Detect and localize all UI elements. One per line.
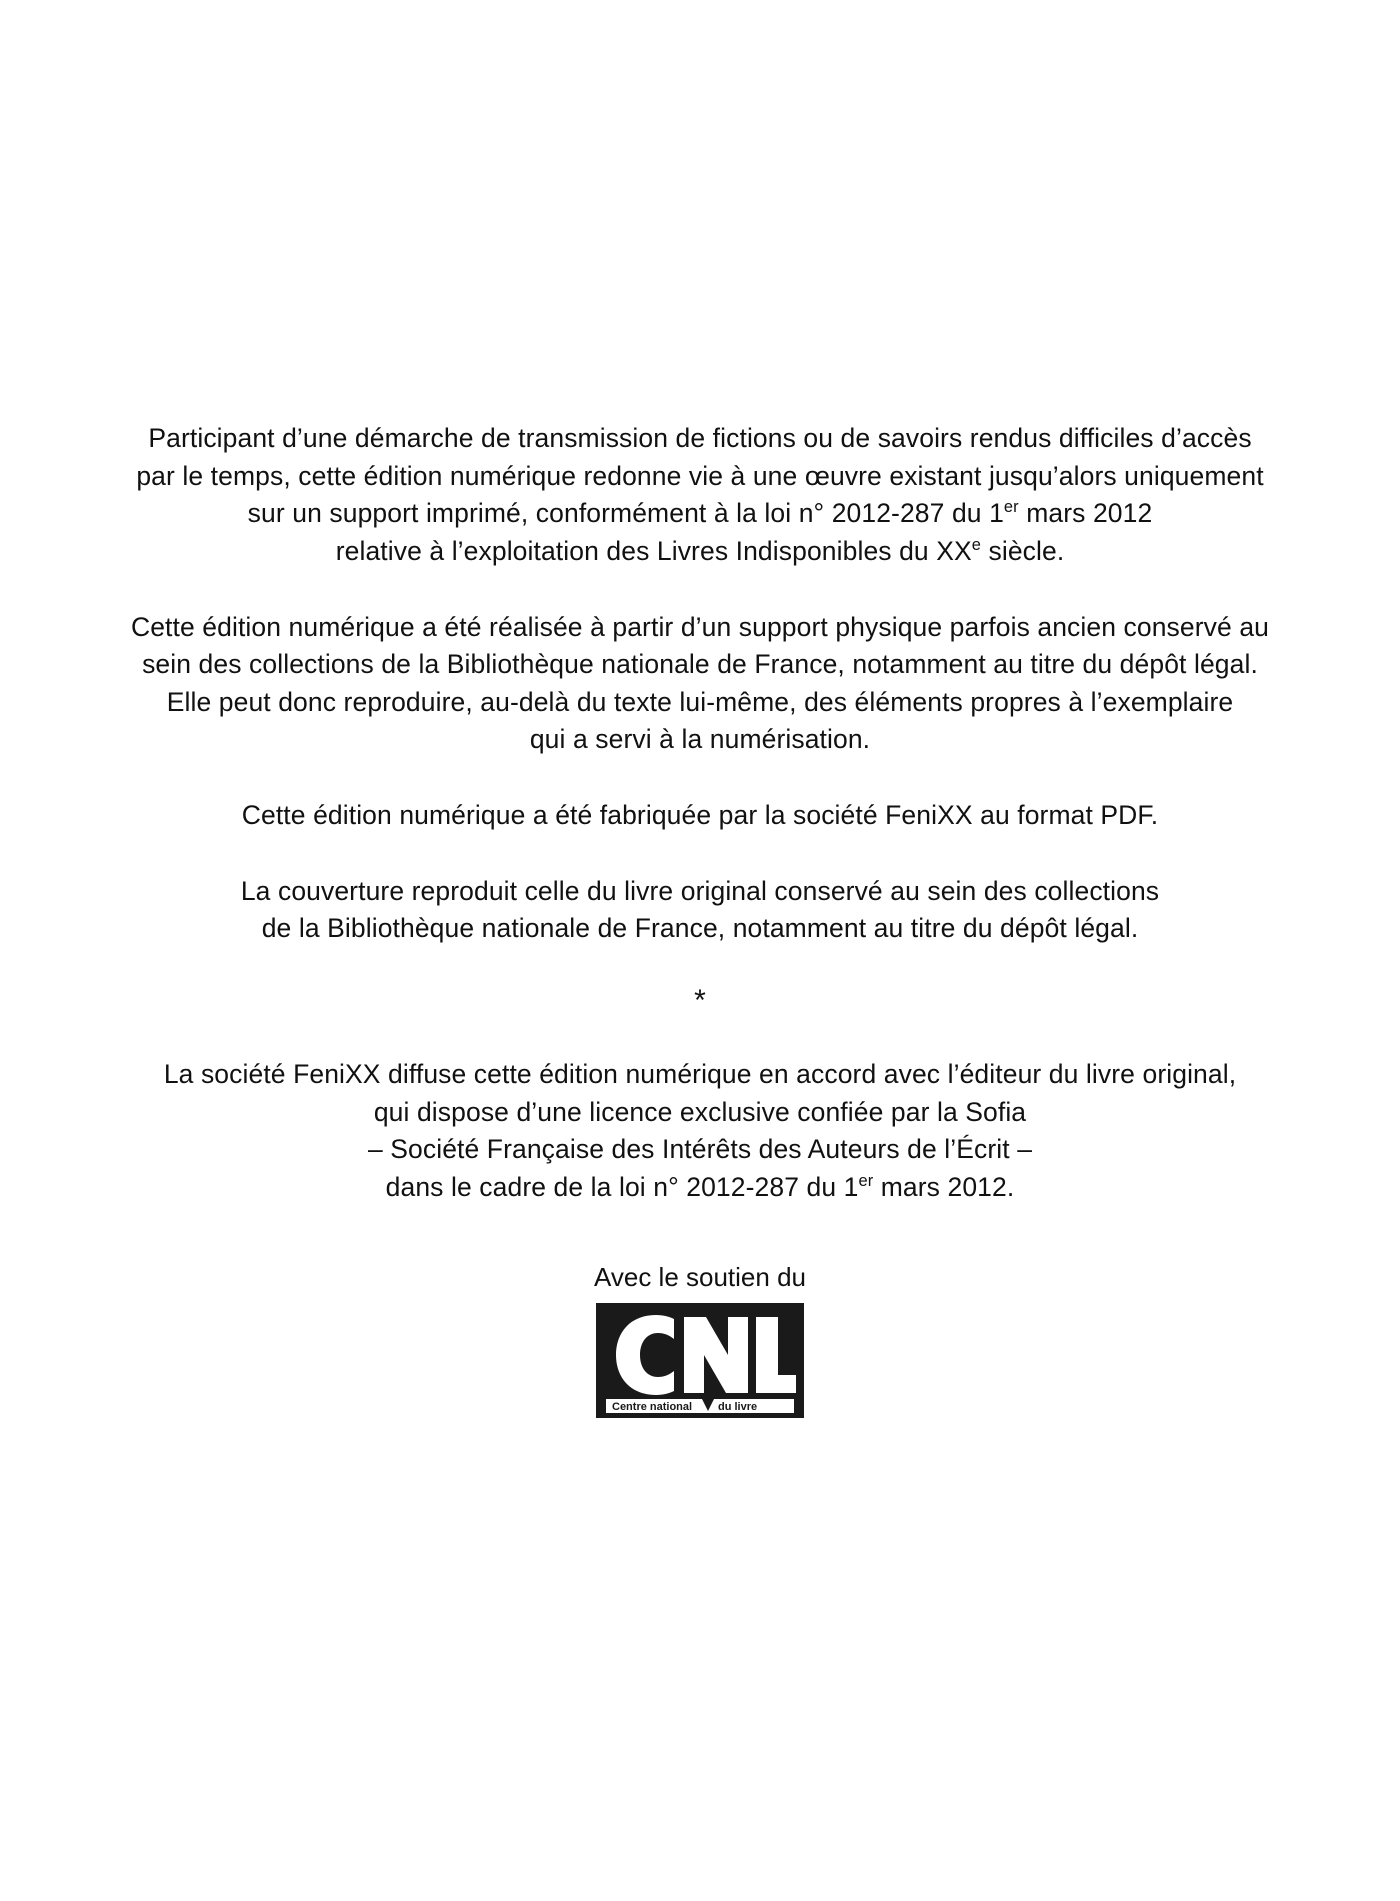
text-line: par le temps, cette édition numérique redonne vie à une œuvre existant jusqu’alors uniquement — [136, 460, 1264, 491]
text-line: qui a servi à la numérisation. — [529, 724, 871, 755]
text-line: Cette édition numérique a été réalisée à partir d’un support physique parfois ancien conservé au — [130, 611, 1269, 642]
section-separator: * — [694, 983, 706, 1017]
text-line: relative à l’exploitation des Livres Indisponibles du XXe siècle. — [335, 535, 1065, 566]
paragraph-couverture — [120, 873, 1280, 948]
text-line: sein des collections de la Bibliothèque nationale de France, notamment au titre du dépôt légal. — [142, 649, 1258, 680]
paragraph-transmission — [120, 420, 1280, 571]
support-block — [120, 1262, 1280, 1423]
cnl-logo — [596, 1303, 804, 1418]
text-line: qui dispose d’une licence exclusive confiée par la Sofia — [373, 1096, 1027, 1127]
text-line: de la Bibliothèque nationale de France, notamment au titre du dépôt légal. — [261, 913, 1139, 944]
paragraph-support-physique — [120, 609, 1280, 760]
svg-text:du livre: du livre — [718, 1401, 758, 1414]
paragraph-diffusion — [120, 1056, 1280, 1207]
text-line: La société FeniXX diffuse cette édition numérique en accord avec l’éditeur du livre original, — [163, 1058, 1237, 1089]
text-line: La couverture reproduit celle du livre original conservé au sein des collections — [240, 875, 1160, 906]
text-line: Elle peut donc reproduire, au-delà du texte lui-même, des éléments propres à l’exemplaire — [166, 686, 1234, 717]
text-line: Participant d’une démarche de transmission de fictions ou de savoirs rendus difficiles d’accès — [148, 423, 1252, 453]
notice-content — [120, 420, 1280, 1423]
text-line: – Société Française des Intérêts des Auteurs de l’Écrit – — [367, 1134, 1033, 1165]
support-label: Avec le soutien du — [594, 1262, 806, 1293]
text-line: Cette édition numérique a été fabriquée par la société FeniXX au format PDF. — [241, 800, 1159, 830]
paragraph-format — [120, 797, 1280, 835]
svg-text:Centre national: Centre national — [612, 1401, 693, 1414]
text-line: sur un support imprimé, conformément à la loi n° 2012-287 du 1er mars 2012 — [247, 498, 1153, 529]
text-line: dans le cadre de la loi n° 2012-287 du 1er mars 2012. — [385, 1171, 1015, 1202]
